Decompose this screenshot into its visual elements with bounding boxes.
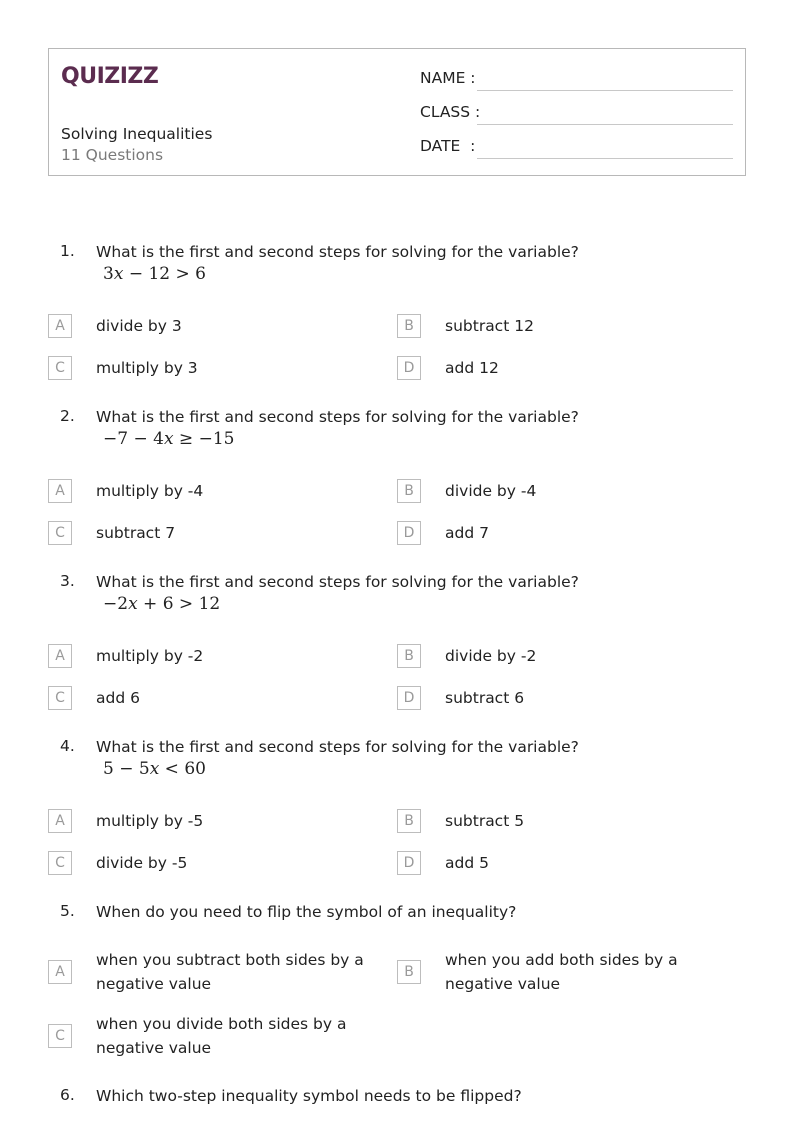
option-text: multiply by -4 [96,482,204,500]
question-math: 3x − 12 > 6 [103,264,206,284]
option-text: divide by -5 [96,854,188,872]
option-text: subtract 7 [96,524,176,542]
option-text: subtract 12 [445,317,534,335]
date-line[interactable] [477,158,733,159]
option-text: when you add both sides by a negative value [445,951,678,993]
question-text: What is the first and second steps for solving for the variable? [96,243,579,261]
option-box-a[interactable]: A [48,314,72,338]
option-box-d[interactable]: D [397,356,421,380]
option-text: multiply by -5 [96,812,204,830]
option-text: divide by 3 [96,317,182,335]
class-line[interactable] [477,124,733,125]
option-text: multiply by 3 [96,359,198,377]
question-number: 2. [60,407,75,425]
question-text: What is the first and second steps for solving for the variable? [96,408,579,426]
name-label: NAME : [420,69,476,87]
option-box-b[interactable]: B [397,644,421,668]
option-text: multiply by -2 [96,647,204,665]
option-box-c[interactable]: C [48,686,72,710]
option-text: add 12 [445,359,499,377]
option-box-b[interactable]: B [397,479,421,503]
worksheet-header [48,48,746,176]
quizizz-logo [61,57,161,91]
option-box-b[interactable]: B [397,960,421,984]
brand-logo-text: QUIZIZZ [61,64,159,89]
question-number: 4. [60,737,75,755]
option-box-a[interactable]: A [48,644,72,668]
question-text: When do you need to flip the symbol of an inequality? [96,903,517,921]
name-line[interactable] [477,90,733,91]
option-box-c[interactable]: C [48,1024,72,1048]
question-number: 5. [60,902,75,920]
option-box-a[interactable]: A [48,809,72,833]
question-number: 1. [60,242,75,260]
option-text: subtract 5 [445,812,525,830]
option-box-b[interactable]: B [397,314,421,338]
option-text: divide by -4 [445,482,537,500]
option-box-a[interactable]: A [48,960,72,984]
option-text: when you divide both sides by a negative value [96,1015,347,1057]
option-text: add 7 [445,524,489,542]
option-text: divide by -2 [445,647,537,665]
question-text: What is the first and second steps for solving for the variable? [96,738,579,756]
date-label: DATE : [420,137,476,155]
option-box-c[interactable]: C [48,356,72,380]
question-text: Which two-step inequality symbol needs to be flipped? [96,1087,522,1105]
question-math: −7 − 4x ≥ −15 [103,429,235,449]
option-box-d[interactable]: D [397,521,421,545]
option-box-c[interactable]: C [48,851,72,875]
worksheet-title: Solving Inequalities [61,125,213,143]
option-box-b[interactable]: B [397,809,421,833]
option-box-a[interactable]: A [48,479,72,503]
option-box-d[interactable]: D [397,851,421,875]
class-label: CLASS : [420,103,481,121]
question-math: −2x + 6 > 12 [103,594,221,614]
option-text: add 5 [445,854,489,872]
question-math: 5 − 5x < 60 [103,759,206,779]
option-box-d[interactable]: D [397,686,421,710]
option-text: add 6 [96,689,140,707]
question-count: 11 Questions [61,146,164,164]
question-number: 3. [60,572,75,590]
question-number: 6. [60,1086,75,1104]
question-text: What is the first and second steps for solving for the variable? [96,573,579,591]
option-text: subtract 6 [445,689,525,707]
option-text: when you subtract both sides by a negative value [96,951,364,993]
option-box-c[interactable]: C [48,521,72,545]
